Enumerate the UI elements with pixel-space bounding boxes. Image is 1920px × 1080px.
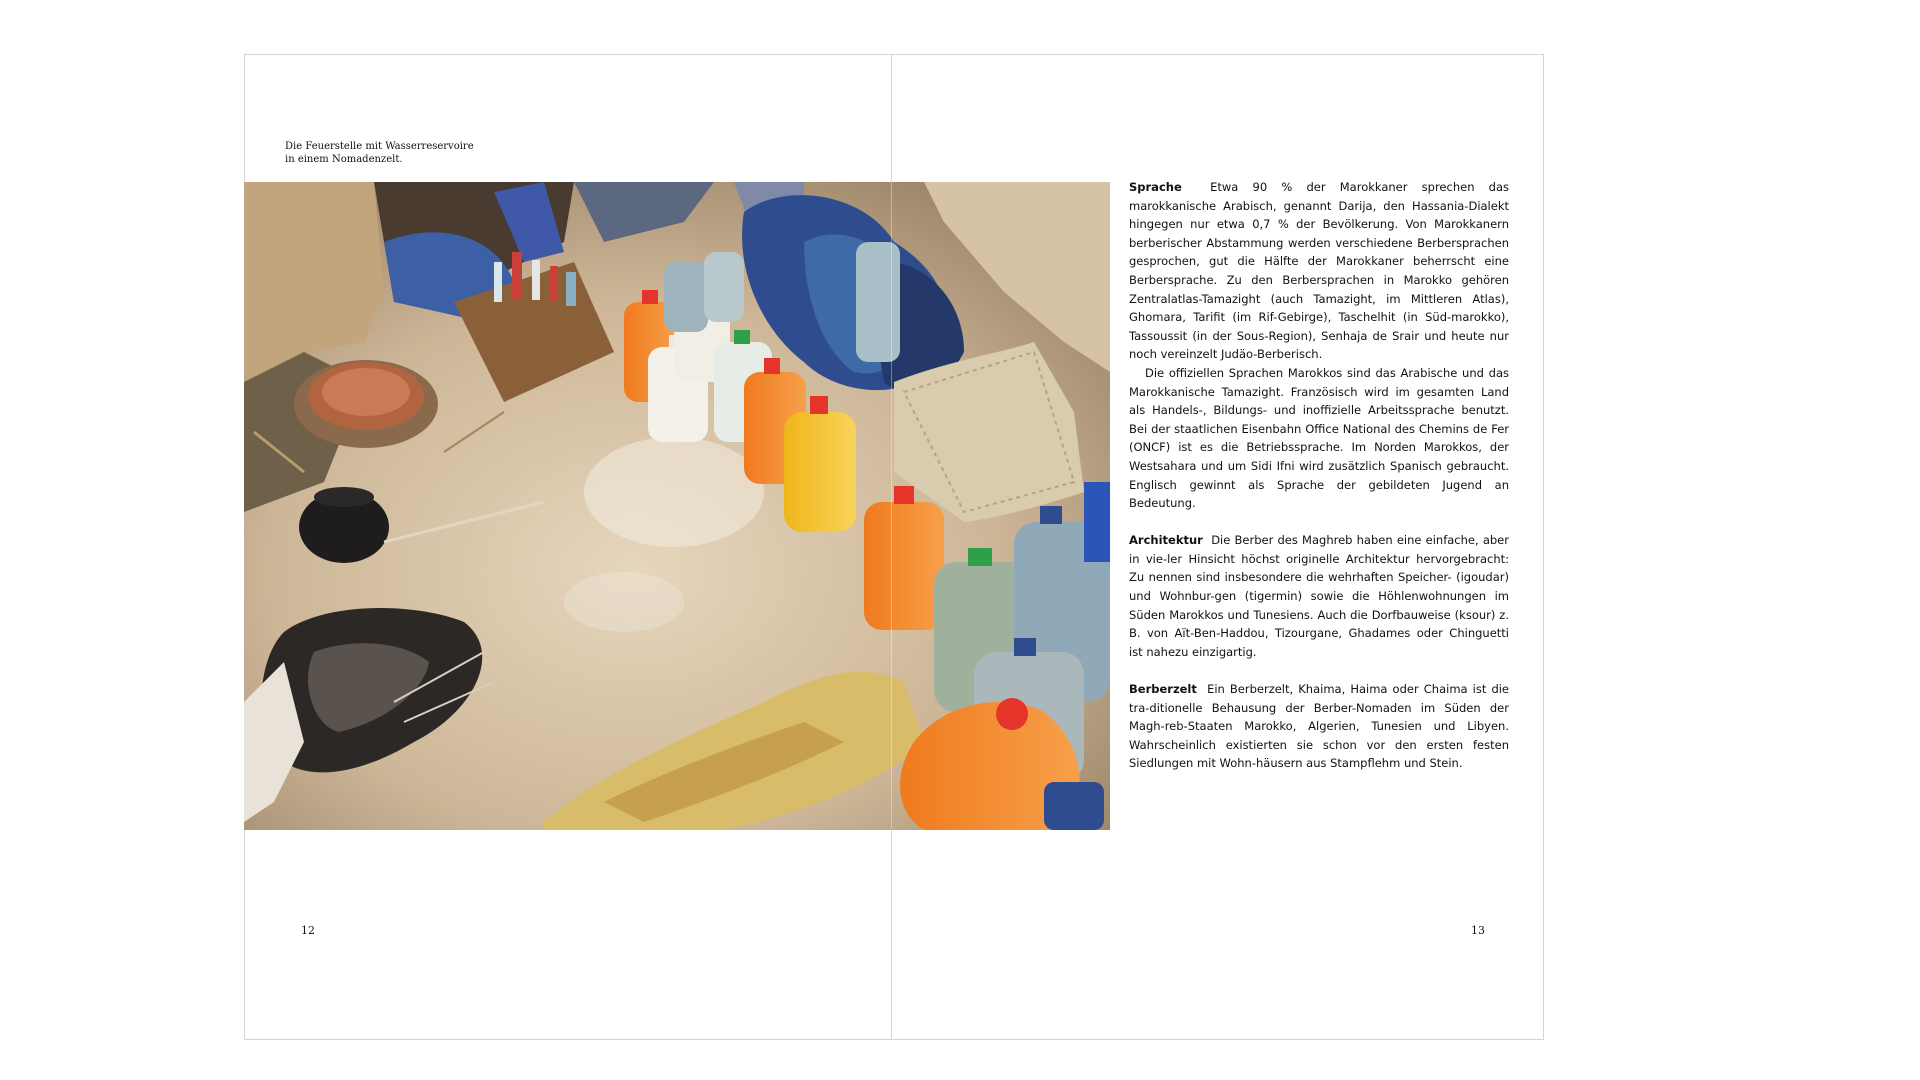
photo-caption: Die Feuerstelle mit Wasserreservoire in einem Nomadenzelt. bbox=[285, 141, 474, 165]
tent-photo-illustration bbox=[244, 182, 1110, 830]
section-heading: Architektur bbox=[1129, 533, 1203, 548]
article-text bbox=[1129, 178, 1509, 773]
paragraph-text: Etwa 90 % der Marokkaner sprechen das marokkanische Arabisch, genannt Darija, den Hassania-Dialekt hingegen nur etwa 0,7 % der Bevölkerung. Von Marokkanern berberischer Abstammung werden verschiedene Berbersprachen gesprochen, gut die Hälfte der Marokkaner beherrscht eine Berbersprache. Zu den Berbersprachen in Marokko gehören Zentralatlas-Tamazight (auch Tamazight, im Mittleren Atlas), Ghomara, Tarifit (im Rif-Gebirge), Taschelhit (in Süd-marokko), Tassoussit (in der Sous-Region), Senhaja de Srair und heute nur noch vereinzelt Judäo-Berberisch. bbox=[1129, 180, 1510, 362]
section-architektur bbox=[1129, 531, 1509, 661]
section-heading: Sprache bbox=[1129, 180, 1182, 194]
section-berberzelt bbox=[1129, 680, 1509, 773]
page-number-left: 12 bbox=[301, 924, 315, 937]
tent-photo bbox=[244, 182, 1110, 830]
section-sprache-para-1 bbox=[1129, 178, 1509, 364]
paragraph-text: Die offiziellen Sprachen Marokkos sind das Arabische und das Marokkanische Tamazight. Französisch wird im gesamten Land als Handels-, Bildungs- und inoffizielle Arbeitssprache benutzt. Bei der staatlichen Eisenbahn Office National des Chemins de Fer (ONCF) ist es die Betriebssprache. Im Norden Marokkos, der Westsahara und um Sidi Ifni wird zusätzlich Spanisch gebraucht. Englisch gewinnt als Sprache der gebildeten Jugend an Bedeutung. bbox=[1129, 365, 1509, 511]
section-heading: Berberzelt bbox=[1129, 682, 1197, 697]
photo-fold bbox=[891, 182, 892, 830]
paragraph-text: Die Berber des Maghreb haben eine einfache, aber in vie-ler Hinsicht höchst originelle Architektur hervorgebracht: Zu nennen sind insbesondere die wehrhaften Speicher- (igoudar) und Wohnbur-gen (tigermin) sowie die Höhlenwohnungen im Süden Marokkos und Tunesiens. Auch die Dorfbauweise (ksour) z. B. von Aït-Ben-Haddou, Tizourgane, Ghadames oder Chinguetti ist nahezu einzigartig. bbox=[1129, 533, 1509, 659]
paragraph-text: Ein Berberzelt, Khaima, Haima oder Chaima ist die tra-ditionelle Behausung der Berber-Nomaden im Süden der Magh-reb-Staaten Marokko, Algerien, Tunesien und Libyen. Wahrscheinlich existierten sie schon vor den ersten festen Siedlungen mit Wohn-häusern aus Stampflehm und Stein. bbox=[1129, 682, 1510, 771]
section-sprache-para-2 bbox=[1129, 364, 1509, 513]
page-number-right: 13 bbox=[1471, 924, 1485, 937]
